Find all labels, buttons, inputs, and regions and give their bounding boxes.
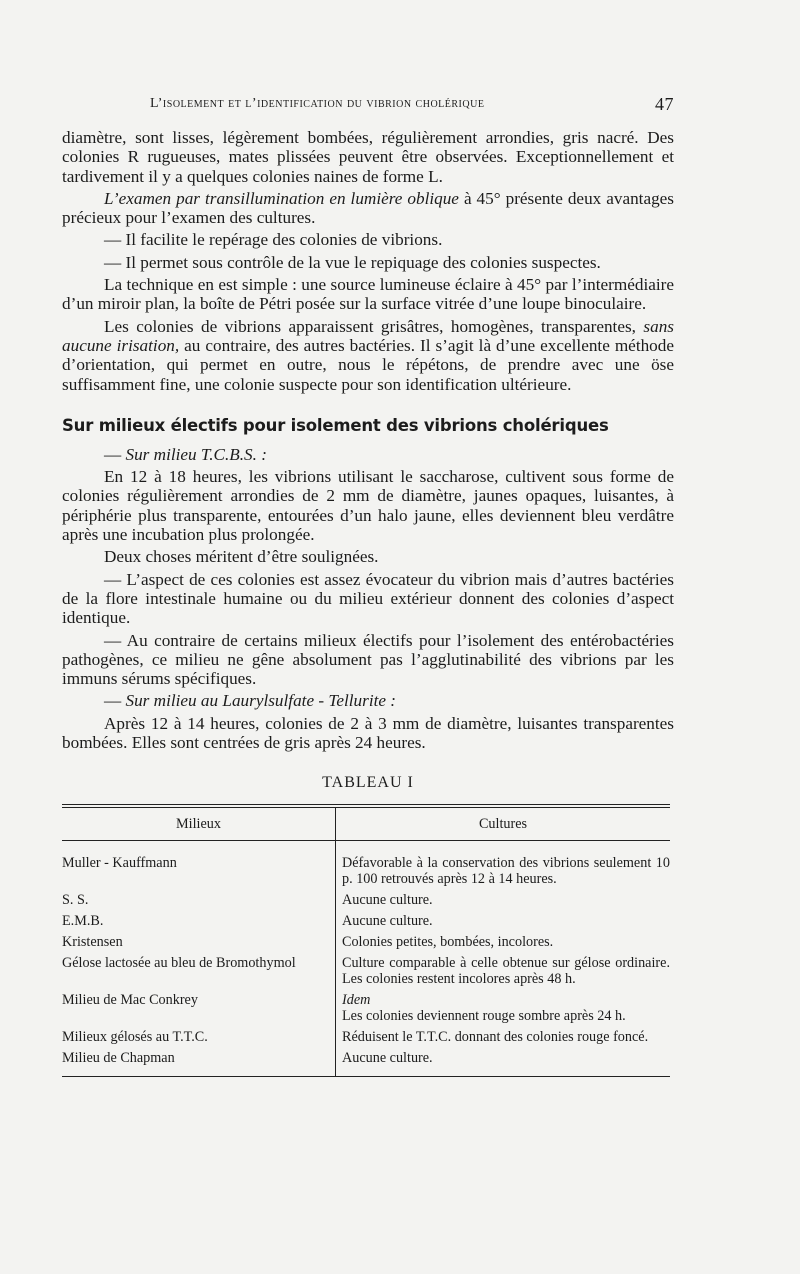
culture-table xyxy=(62,804,670,1077)
cell-milieu: S. S. xyxy=(62,890,336,911)
paragraph xyxy=(62,445,674,464)
cell-milieu: Milieu de Chapman xyxy=(62,1048,336,1077)
paragraph: La technique en est simple : une source lumineuse éclaire à 45° par l’intermédiaire d’un miroir plan, la boîte de Pétri posée sur la surface vitrée d’une loupe binoculaire. xyxy=(62,275,674,314)
cell-culture: Colonies petites, bombées, incolores. xyxy=(342,934,554,951)
table-row xyxy=(62,953,670,990)
paragraph xyxy=(62,317,674,394)
cell-milieu: Muller - Kauffmann xyxy=(62,841,336,891)
dash: — xyxy=(104,444,126,464)
running-title: L’isolement et l’identification du vibrion cholérique xyxy=(150,96,485,111)
paragraph xyxy=(62,189,674,228)
cell-milieu: Milieux gélosés au T.T.C. xyxy=(62,1027,336,1048)
paragraph-text: à 45° présente deux avantages précieux pour l’examen des cultures. xyxy=(62,188,674,228)
cell-milieu: Kristensen xyxy=(62,932,336,953)
column-header-cultures: Cultures xyxy=(336,806,671,841)
italic-subheading: Sur milieu au Laurylsulfate - Tellurite : xyxy=(125,691,397,711)
paragraph-text: Les colonies de vibrions apparaissent grisâtres, homogènes, transparentes, xyxy=(104,316,644,336)
table-row xyxy=(62,841,670,891)
table-caption: TABLEAU I xyxy=(322,774,414,792)
paragraph: — Il facilite le repérage des colonies de vibrions. xyxy=(104,230,443,250)
paragraph: En 12 à 18 heures, les vibrions utilisant le saccharose, cultivent sous forme de colonies régulièrement arrondies de 2 mm de diamètre, jaunes opaques, luisantes, à périphérie plus transparente, entourées d’un halo jaune, elles deviennent bleu verdâtre après une incubation plus prolongée. xyxy=(62,467,674,545)
italic-phrase: sans aucune irisation, xyxy=(62,316,674,355)
paragraph-text: au contraire, des autres bactéries. Il s’agit là d’une excellente méthode d’orientation, qui permet en outre, nous le répétons, de prendre avec une öse suffisamment fine, une colonie suspecte pour son identification ultérieure. xyxy=(62,335,674,394)
italic-phrase: L’examen par transillumination en lumière oblique xyxy=(104,188,459,208)
paragraph: Deux choses méritent d’être soulignées. xyxy=(104,547,379,567)
table-row xyxy=(62,932,670,953)
table-header-row xyxy=(62,806,670,841)
cell-culture: Défavorable à la conservation des vibrions seulement 10 p. 100 retrouvés après 12 à 14 heures. xyxy=(342,855,670,888)
cell-culture: Aucune culture. xyxy=(342,892,433,909)
paragraph: — Au contraire de certains milieux électifs pour l’isolement des entérobactéries pathogènes, ce milieu ne gêne absolument pas l’agglutinabilité des vibrions par les immuns sérums spécifiques. xyxy=(62,630,674,689)
table-row xyxy=(62,990,670,1027)
paragraph xyxy=(62,691,674,710)
paragraph: Après 12 à 14 heures, colonies de 2 à 3 mm de diamètre, luisantes transparentes bombées. Elles sont centrées de gris après 24 heures. xyxy=(62,713,674,753)
column-header-milieux: Milieux xyxy=(62,806,336,841)
running-head xyxy=(62,94,674,118)
table-row xyxy=(62,911,670,932)
section-heading: Sur milieux électifs pour isolement des vibrions cholériques xyxy=(62,415,609,435)
cell-culture: Aucune culture. xyxy=(342,1050,433,1067)
italic-subheading: Sur milieu T.C.B.S. : xyxy=(125,444,267,464)
cell-italic: Idem xyxy=(342,992,371,1009)
cell-text: Les colonies deviennent rouge sombre après 24 h. xyxy=(342,1008,626,1025)
paragraph: — L’aspect de ces colonies est assez évocateur du vibrion mais d’autres bactéries de la flore intestinale humaine ou du milieu extérieur donnent des colonies d’aspect identique. xyxy=(62,569,674,628)
body-text xyxy=(62,128,674,1077)
cell-milieu: Gélose lactosée au bleu de Bromothymol xyxy=(62,953,336,990)
cell-culture: Aucune culture. xyxy=(342,913,433,930)
cell-milieu: E.M.B. xyxy=(62,911,336,932)
cell-culture: Culture comparable à celle obtenue sur gélose ordinaire. Les colonies restent incolores après 48 h. xyxy=(342,955,670,988)
table-row xyxy=(62,890,670,911)
page-number: 47 xyxy=(655,94,674,114)
table-row xyxy=(62,1027,670,1048)
cell-culture xyxy=(336,990,671,1027)
cell-culture: Réduisent le T.T.C. donnant des colonies rouge foncé. xyxy=(342,1029,649,1046)
table-row xyxy=(62,1048,670,1077)
cell-milieu: Milieu de Mac Conkrey xyxy=(62,990,336,1027)
paragraph: diamètre, sont lisses, légèrement bombées, régulièrement arrondies, gris nacré. Des colonies R rugueuses, mates plissées peuvent être observées. Exceptionnellement et tardivement il y a quelques colonies naines de forme L. xyxy=(62,128,674,186)
dash: — xyxy=(104,691,126,711)
paragraph: — Il permet sous contrôle de la vue le repiquage des colonies suspectes. xyxy=(104,252,601,272)
